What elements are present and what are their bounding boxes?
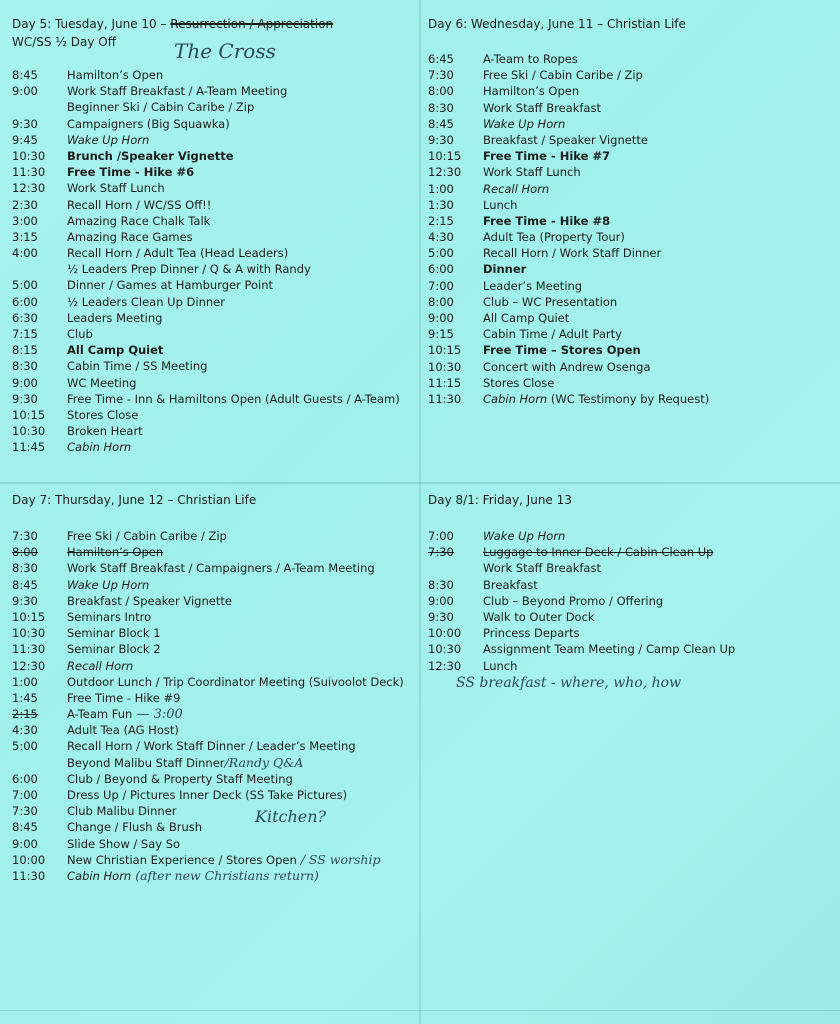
row-event: Hamilton’s Open — [67, 545, 164, 560]
row-event: Club Malibu Dinner — [67, 804, 177, 819]
schedule-row — [428, 148, 833, 164]
schedule-row — [12, 310, 412, 326]
row-time: 11:30 — [12, 868, 46, 883]
row-time: 10:30 — [12, 424, 46, 439]
day7-title: Day 7: Thursday, June 12 – Christian Life — [12, 493, 257, 507]
row-event: All Camp Quiet — [483, 311, 570, 325]
row-event: Free Ski / Cabin Caribe / Zip — [67, 529, 227, 543]
row-time: 9:00 — [12, 84, 38, 99]
row-time: 8:15 — [12, 343, 38, 358]
schedule-row — [428, 261, 833, 277]
row-event: Work Staff Breakfast / A-Team Meeting — [67, 84, 288, 99]
row-time: 8:45 — [12, 68, 38, 82]
row-event: Outdoor Lunch / Trip Coordinator Meeting (Suivoolot Deck) — [67, 674, 404, 689]
day5-title-prefix: Day 5: Tuesday, June 10 – — [12, 17, 171, 31]
row-event: Wake Up Horn — [67, 132, 150, 147]
row-time: 10:30 — [12, 626, 46, 641]
schedule-row — [428, 181, 833, 197]
row-time: 6:45 — [428, 52, 454, 66]
schedule-row — [12, 625, 412, 641]
row-time: 7:00 — [428, 278, 454, 293]
row-time: 10:15 — [428, 343, 462, 358]
schedule-row — [12, 836, 412, 852]
row-time: 12:30 — [12, 181, 46, 196]
row-time: 7:30 — [428, 545, 454, 560]
row-event-note: (WC Testimony by Request) — [547, 391, 710, 406]
row-time: 10:00 — [12, 852, 46, 867]
row-event: Recall Horn / Work Staff Dinner / Leader’s Meeting — [67, 739, 356, 754]
schedule-row — [428, 245, 833, 261]
horizontal-fold-line — [0, 482, 840, 484]
row-time — [428, 560, 483, 576]
day8-title: Day 8/1: Friday, June 13 — [428, 493, 572, 507]
schedule-row — [12, 261, 412, 277]
row-event: Campaigners (Big Squawka) — [67, 116, 230, 131]
day6-schedule — [428, 51, 833, 407]
schedule-row — [12, 819, 412, 835]
row-time: 7:30 — [12, 804, 38, 819]
row-time: 5:00 — [12, 739, 38, 754]
schedule-row — [12, 180, 412, 196]
row-time: 11:45 — [12, 440, 46, 455]
row-event: Club — [67, 327, 93, 341]
row-time: 6:00 — [428, 262, 454, 277]
schedule-row — [428, 641, 833, 657]
row-event: Walk to Outer Dock — [483, 609, 595, 624]
row-time: 7:30 — [12, 529, 38, 543]
row-event: Dress Up / Pictures Inner Deck (SS Take Pictures) — [67, 788, 348, 802]
row-event-main: Cabin Horn — [483, 391, 548, 406]
row-event: Wake Up Horn — [483, 529, 566, 543]
row-time: 3:15 — [12, 229, 38, 244]
row-time: 9:15 — [428, 327, 454, 342]
row-event-main: Beyond Malibu Staff Dinner — [67, 755, 225, 770]
schedule-row — [12, 197, 412, 213]
schedule-row — [428, 342, 833, 358]
row-event: Recall Horn / Work Staff Dinner — [483, 246, 662, 261]
schedule-row — [428, 375, 833, 391]
row-event: Beginner Ski / Cabin Caribe / Zip — [67, 100, 255, 115]
row-event: Brunch /Speaker Vignette — [67, 148, 234, 163]
row-event: Assignment Team Meeting / Camp Clean Up — [483, 642, 736, 657]
row-time: 8:30 — [428, 100, 454, 115]
schedule-row — [428, 116, 833, 132]
schedule-row — [428, 593, 833, 609]
row-event-main: New Christian Experience / Stores Open — [67, 852, 297, 867]
row-time: 1:00 — [12, 674, 38, 689]
row-event: Cabin Time / SS Meeting — [67, 359, 208, 374]
row-event: Free Time – Stores Open — [483, 343, 641, 358]
schedule-row — [12, 294, 412, 310]
row-event: Amazing Race Chalk Talk — [67, 213, 211, 228]
row-event: Seminar Block 1 — [67, 626, 161, 641]
row-time: 10:15 — [12, 609, 46, 624]
day6-section — [428, 15, 833, 406]
schedule-row — [428, 577, 833, 593]
schedule-row — [12, 722, 412, 738]
schedule-row — [428, 560, 833, 576]
day7-section — [12, 491, 412, 883]
schedule-row — [12, 803, 412, 819]
row-event-main: A-Team Fun — [67, 707, 133, 722]
schedule-row — [12, 326, 412, 342]
row-time: 6:00 — [12, 771, 38, 786]
row-time: 12:30 — [428, 165, 462, 180]
schedule-row — [428, 132, 833, 148]
schedule-row — [12, 245, 412, 261]
schedule-row — [428, 278, 833, 294]
schedule-row — [428, 197, 833, 213]
schedule-row — [12, 67, 412, 83]
schedule-row — [12, 407, 412, 423]
schedule-row — [428, 213, 833, 229]
row-time — [12, 755, 67, 771]
schedule-row — [12, 658, 412, 674]
schedule-row — [12, 528, 412, 544]
row-time: 11:30 — [428, 391, 462, 406]
row-time: 8:45 — [12, 577, 38, 592]
row-time: 10:30 — [428, 642, 462, 657]
schedule-row — [12, 439, 412, 455]
row-event: Stores Close — [483, 375, 555, 390]
day8-section — [428, 491, 833, 691]
row-time: 9:30 — [428, 132, 454, 147]
row-event: Free Time - Hike #7 — [483, 149, 611, 164]
row-event: Cabin Horn — [67, 440, 132, 455]
schedule-row — [428, 83, 833, 99]
row-event: Cabin Time / Adult Party — [483, 327, 622, 342]
row-time: 9:45 — [12, 132, 38, 147]
schedule-row — [12, 690, 412, 706]
row-time: 3:00 — [12, 213, 38, 228]
schedule-row — [12, 706, 412, 722]
row-event: Hamilton’s Open — [67, 68, 164, 82]
row-event: Wake Up Horn — [67, 577, 150, 592]
row-event: Free Time - Inn & Hamiltons Open (Adult Guests / A-Team) — [67, 391, 400, 406]
schedule-row — [12, 342, 412, 358]
row-event: Work Staff Lunch — [67, 181, 165, 196]
row-event: Free Time - Hike #9 — [67, 690, 181, 705]
schedule-row — [12, 641, 412, 657]
schedule-row — [12, 609, 412, 625]
row-time: 10:30 — [428, 359, 462, 374]
row-time — [12, 261, 67, 277]
row-event: Club – WC Presentation — [483, 294, 618, 309]
row-time: 12:30 — [428, 658, 462, 673]
schedule-row — [12, 116, 412, 132]
schedule-row — [12, 132, 412, 148]
row-time: 9:00 — [12, 375, 38, 390]
row-event: Free Time - Hike #8 — [483, 213, 611, 228]
row-time: 9:30 — [12, 391, 38, 406]
day7-handwritten-kitchen: Kitchen? — [255, 807, 327, 826]
day5-handwritten-theme: The Cross — [174, 39, 276, 63]
row-time — [12, 99, 67, 115]
schedule-row-struck — [12, 544, 412, 560]
row-event: Dinner — [483, 262, 527, 277]
row-event: Work Staff Breakfast — [483, 100, 601, 115]
schedule-row — [12, 593, 412, 609]
row-time: 11:30 — [12, 642, 46, 657]
row-event: Dinner / Games at Hamburger Point — [67, 278, 274, 293]
schedule-row — [12, 738, 412, 754]
schedule-row — [428, 609, 833, 625]
row-time: 4:30 — [12, 723, 38, 738]
row-event: Recall Horn — [483, 181, 550, 196]
row-event: WC Meeting — [67, 375, 137, 390]
schedule-row — [12, 229, 412, 245]
row-time: 8:45 — [12, 820, 38, 835]
row-event: Seminars Intro — [67, 609, 152, 624]
row-event: Work Staff Lunch — [483, 165, 581, 180]
day5-subtitle: WC/SS ½ Day Off — [12, 35, 117, 49]
row-event: Free Ski / Cabin Caribe / Zip — [483, 68, 643, 83]
row-time: 8:30 — [12, 561, 38, 576]
day5-title — [12, 15, 412, 33]
row-event: All Camp Quiet — [67, 343, 164, 358]
schedule-row — [428, 528, 833, 544]
row-event: Club / Beyond & Property Staff Meeting — [67, 771, 293, 786]
row-event: Adult Tea (AG Host) — [67, 723, 179, 738]
row-event — [483, 391, 833, 407]
row-time: 9:30 — [12, 116, 38, 131]
row-event: Concert with Andrew Osenga — [483, 359, 651, 374]
row-time: 12:30 — [12, 658, 46, 673]
row-event: Recall Horn / Adult Tea (Head Leaders) — [67, 246, 289, 261]
row-time: 11:30 — [12, 165, 46, 180]
row-event: Hamilton’s Open — [483, 84, 580, 99]
schedule-row — [12, 868, 412, 884]
row-time: 9:00 — [12, 836, 38, 851]
row-time: 8:00 — [428, 84, 454, 99]
schedule-row — [12, 164, 412, 180]
row-time: 2:30 — [12, 197, 38, 212]
row-event: Broken Heart — [67, 424, 143, 439]
schedule-row — [12, 560, 412, 576]
row-event: Leader’s Meeting — [483, 278, 583, 293]
row-event: Slide Show / Say So — [67, 836, 181, 851]
row-time: 8:00 — [428, 294, 454, 309]
row-time: 9:30 — [12, 593, 38, 608]
schedule-row-struck — [428, 544, 833, 560]
schedule-row — [428, 229, 833, 245]
schedule-row — [12, 391, 412, 407]
row-time: 5:00 — [428, 246, 454, 261]
row-time: 1:30 — [428, 197, 454, 212]
row-time: 6:00 — [12, 294, 38, 309]
row-time: 8:30 — [12, 359, 38, 374]
row-event — [67, 706, 412, 722]
schedule-row — [12, 423, 412, 439]
row-event: Lunch — [483, 658, 518, 673]
row-time: 9:00 — [428, 311, 454, 325]
row-time: 8:45 — [428, 116, 454, 131]
day5-schedule — [12, 67, 412, 456]
row-event: Lunch — [483, 197, 518, 212]
row-event — [67, 755, 412, 771]
row-time: 8:00 — [12, 545, 38, 560]
row-handwritten-note: / SS worship — [296, 851, 381, 867]
row-event: Adult Tea (Property Tour) — [483, 230, 625, 245]
row-event-main: Cabin Horn — [67, 868, 132, 883]
row-event: Breakfast / Speaker Vignette — [67, 593, 232, 608]
row-event: Breakfast — [483, 577, 538, 592]
schedule-row — [12, 771, 412, 787]
schedule-row — [12, 577, 412, 593]
row-time: 4:00 — [12, 246, 38, 261]
schedule-row — [12, 213, 412, 229]
row-time: 7:15 — [12, 327, 38, 341]
row-time: 4:30 — [428, 230, 454, 245]
row-time: 7:00 — [12, 788, 38, 802]
row-time: 8:30 — [428, 577, 454, 592]
row-time: 1:00 — [428, 181, 454, 196]
day5-title-struck-theme: Resurrection / Appreciation — [170, 17, 334, 31]
schedule-row — [428, 359, 833, 375]
day6-title: Day 6: Wednesday, June 11 – Christian Life — [428, 17, 686, 31]
day8-handwritten-note: SS breakfast - where, who, how — [456, 675, 682, 691]
row-event: Stores Close — [67, 407, 139, 422]
row-event: ½ Leaders Prep Dinner / Q & A with Randy — [67, 262, 311, 277]
schedule-row — [428, 625, 833, 641]
schedule-row — [12, 83, 412, 99]
row-event: A-Team to Ropes — [483, 52, 578, 66]
schedule-row — [428, 326, 833, 342]
schedule-row — [12, 852, 412, 868]
row-event: Club – Beyond Promo / Offering — [483, 593, 664, 608]
row-time: 10:30 — [12, 148, 46, 163]
row-event: Seminar Block 2 — [67, 642, 161, 657]
schedule-row — [428, 67, 833, 83]
schedule-row — [12, 277, 412, 293]
row-time: 9:30 — [428, 609, 454, 624]
schedule-row — [428, 391, 833, 407]
schedule-row — [428, 51, 833, 67]
schedule-row — [428, 100, 833, 116]
row-event — [67, 852, 412, 868]
day8-schedule — [428, 528, 833, 674]
row-time: 6:30 — [12, 310, 38, 325]
row-event: ½ Leaders Clean Up Dinner — [67, 294, 225, 309]
row-time: 9:00 — [428, 593, 454, 608]
schedule-row — [428, 294, 833, 310]
schedule-row — [12, 375, 412, 391]
row-time: 11:15 — [428, 375, 462, 390]
row-event: Recall Horn — [67, 658, 134, 673]
vertical-fold-line — [419, 0, 421, 1024]
schedule-row — [428, 310, 833, 326]
row-event — [67, 868, 412, 884]
row-handwritten-note: — 3:00 — [132, 707, 183, 723]
row-time: 5:00 — [12, 278, 38, 293]
row-event: Wake Up Horn — [483, 116, 566, 131]
schedule-row — [12, 358, 412, 374]
row-event: Princess Departs — [483, 626, 580, 641]
row-time-struck: 2:15 — [12, 707, 38, 722]
day7-schedule — [12, 528, 412, 884]
row-time: 10:15 — [428, 149, 462, 164]
row-time: 2:15 — [428, 213, 454, 228]
row-time: 10:00 — [428, 626, 462, 641]
schedule-row — [12, 787, 412, 803]
schedule-row — [12, 148, 412, 164]
row-event: Breakfast / Speaker Vignette — [483, 132, 648, 147]
schedule-row — [12, 755, 412, 771]
row-event: Recall Horn / WC/SS Off!! — [67, 197, 212, 212]
row-event: Leaders Meeting — [67, 310, 163, 325]
schedule-row — [12, 99, 412, 115]
schedule-row — [12, 674, 412, 690]
day5-section — [12, 15, 412, 455]
schedule-row — [428, 658, 833, 674]
row-event: Change / Flush & Brush — [67, 820, 203, 835]
row-event: Amazing Race Games — [67, 229, 193, 244]
row-event: Luggage to Inner Deck / Cabin Clean Up — [483, 545, 714, 560]
row-time: 7:00 — [428, 529, 454, 543]
row-event: Free Time - Hike #6 — [67, 165, 195, 180]
row-event: Work Staff Breakfast / Campaigners / A-Team Meeting — [67, 561, 375, 576]
row-handwritten-note: /Randy Q&A — [224, 754, 304, 770]
schedule-row — [428, 164, 833, 180]
row-event: Work Staff Breakfast — [483, 561, 601, 576]
row-handwritten-note: (after new Christians return) — [131, 867, 319, 883]
row-time: 7:30 — [428, 68, 454, 83]
row-time: 10:15 — [12, 407, 46, 422]
bottom-edge-line — [0, 1010, 840, 1011]
row-time: 1:45 — [12, 690, 38, 705]
